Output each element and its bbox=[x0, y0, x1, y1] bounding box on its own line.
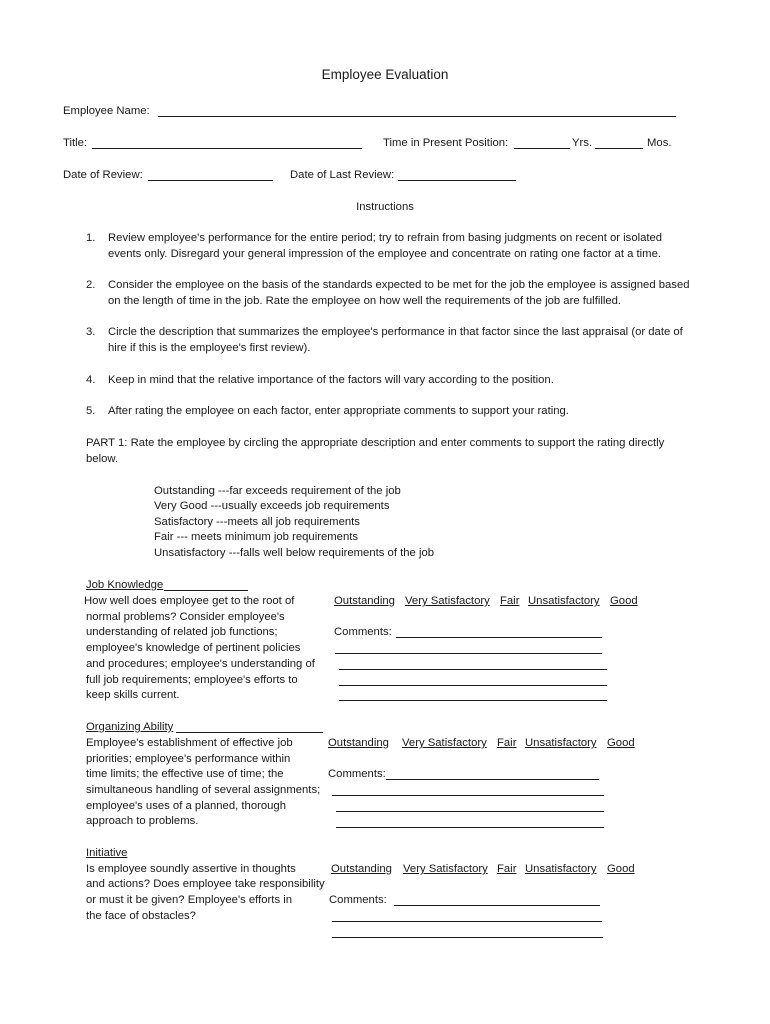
instructions-heading: Instructions bbox=[356, 201, 414, 213]
instruction-line: Consider the employee on the basis of the standards expected to be met for the job the employee is assigned based bbox=[108, 279, 690, 291]
rating-outstanding[interactable]: Outstanding bbox=[334, 595, 395, 607]
rating-good[interactable]: Good bbox=[607, 863, 635, 875]
part1-text: below. bbox=[86, 453, 119, 465]
comments-line[interactable] bbox=[339, 669, 607, 670]
instruction-line: on the length of time in the job. Rate the employee on how well the requirements of the job are fulfilled. bbox=[108, 295, 622, 307]
comments-line[interactable] bbox=[335, 653, 602, 654]
instruction-line: Keep in mind that the relative importance of the factors will vary according to the position. bbox=[108, 374, 554, 386]
section-heading: Organizing Ability bbox=[86, 721, 174, 733]
time-in-position-label: Time in Present Position: bbox=[383, 137, 509, 149]
section-description: understanding of related job functions; bbox=[86, 626, 278, 638]
years-label: Yrs. bbox=[572, 137, 593, 149]
rating-very-satisfactory[interactable]: Very Satisfactory bbox=[403, 863, 488, 875]
section-description: time limits; the effective use of time; the bbox=[86, 768, 284, 780]
heading-underline bbox=[164, 590, 248, 591]
months-field[interactable] bbox=[595, 148, 643, 149]
section-description: employee's uses of a planned, thorough bbox=[86, 800, 286, 812]
rating-very-satisfactory[interactable]: Very Satisfactory bbox=[405, 595, 490, 607]
rating-unsatisfactory[interactable]: Unsatisfactory bbox=[525, 737, 597, 749]
instruction-line: After rating the employee on each factor, enter appropriate comments to support your rating. bbox=[108, 405, 569, 417]
instruction-number: 3. bbox=[86, 326, 96, 338]
comments-line[interactable] bbox=[332, 795, 604, 796]
section-description: and procedures; employee's understanding of bbox=[86, 658, 315, 670]
rating-outstanding[interactable]: Outstanding bbox=[328, 737, 389, 749]
section-description: and actions? Does employee take responsibility bbox=[86, 878, 325, 890]
instruction-number: 1. bbox=[86, 232, 96, 244]
heading-underline bbox=[176, 732, 323, 733]
comments-field[interactable] bbox=[396, 637, 602, 638]
instruction-number: 2. bbox=[86, 279, 96, 291]
rating-fair[interactable]: Fair bbox=[500, 595, 520, 607]
comments-line[interactable] bbox=[332, 937, 603, 938]
comments-line[interactable] bbox=[339, 700, 607, 701]
instruction-number: 5. bbox=[86, 405, 96, 417]
rating-good[interactable]: Good bbox=[607, 737, 635, 749]
section-description: or must it be given? Employee's efforts in bbox=[86, 894, 293, 906]
comments-line[interactable] bbox=[336, 827, 604, 828]
scale-item: Unsatisfactory ---falls well below requirements of the job bbox=[154, 547, 435, 559]
section-description: simultaneous handling of several assignments; bbox=[86, 784, 321, 796]
section-heading: Job Knowledge bbox=[86, 579, 164, 591]
rating-unsatisfactory[interactable]: Unsatisfactory bbox=[525, 863, 597, 875]
section-description: Employee's establishment of effective job bbox=[86, 737, 293, 749]
employee-name-label: Employee Name: bbox=[63, 105, 150, 117]
comments-label: Comments: bbox=[334, 626, 392, 638]
comments-line[interactable] bbox=[336, 811, 604, 812]
section-description: priorities; employee's performance within bbox=[86, 753, 291, 765]
scale-item: Very Good ---usually exceeds job requirements bbox=[154, 500, 390, 512]
comments-field[interactable] bbox=[394, 905, 600, 906]
scale-item: Fair --- meets minimum job requirements bbox=[154, 531, 359, 543]
section-heading: Initiative bbox=[86, 847, 128, 859]
instruction-number: 4. bbox=[86, 374, 96, 386]
comments-label: Comments: bbox=[329, 894, 387, 906]
employee-name-field[interactable] bbox=[158, 116, 676, 117]
date-of-review-label: Date of Review: bbox=[63, 169, 143, 181]
date-of-last-review-field[interactable] bbox=[398, 180, 516, 181]
instruction-line: Circle the description that summarizes the employee's performance in that factor since the last appraisal (or date of bbox=[108, 326, 683, 338]
title-label: Title: bbox=[63, 137, 88, 149]
rating-very-satisfactory[interactable]: Very Satisfactory bbox=[402, 737, 487, 749]
years-field[interactable] bbox=[514, 148, 570, 149]
rating-fair[interactable]: Fair bbox=[497, 863, 517, 875]
section-description: full job requirements; employee's efforts to bbox=[86, 674, 298, 686]
months-label: Mos. bbox=[647, 137, 672, 149]
part1-text: PART 1: Rate the employee by circling the appropriate description and enter comments to support the rating directly bbox=[86, 437, 665, 449]
comments-label: Comments: bbox=[328, 768, 386, 780]
rating-unsatisfactory[interactable]: Unsatisfactory bbox=[528, 595, 600, 607]
comments-line[interactable] bbox=[332, 921, 602, 922]
scale-item: Satisfactory ---meets all job requirements bbox=[154, 516, 360, 528]
rating-outstanding[interactable]: Outstanding bbox=[331, 863, 392, 875]
section-description: the face of obstacles? bbox=[86, 910, 196, 922]
date-of-review-field[interactable] bbox=[148, 180, 273, 181]
section-description: normal problems? Consider employee's bbox=[86, 611, 285, 623]
rating-fair[interactable]: Fair bbox=[497, 737, 517, 749]
section-description: employee's knowledge of pertinent policies bbox=[86, 642, 301, 654]
section-description: Is employee soundly assertive in thoughts bbox=[86, 863, 296, 875]
instruction-line: events only. Disregard your general impression of the employee and concentrate on rating one factor at a time. bbox=[108, 248, 662, 260]
section-description: How well does employee get to the root of bbox=[84, 595, 295, 607]
comments-field[interactable] bbox=[386, 779, 599, 780]
scale-item: Outstanding ---far exceeds requirement of the job bbox=[154, 485, 401, 497]
page-title: Employee Evaluation bbox=[321, 67, 449, 82]
date-of-last-review-label: Date of Last Review: bbox=[290, 169, 395, 181]
section-description: approach to problems. bbox=[86, 815, 199, 827]
section-description: keep skills current. bbox=[86, 689, 180, 701]
instruction-line: Review employee's performance for the entire period; try to refrain from basing judgments on recent or isolated bbox=[108, 232, 663, 244]
title-field[interactable] bbox=[92, 148, 362, 149]
rating-good[interactable]: Good bbox=[610, 595, 638, 607]
comments-line[interactable] bbox=[339, 685, 607, 686]
instruction-line: hire if this is the employee's first review). bbox=[108, 342, 311, 354]
